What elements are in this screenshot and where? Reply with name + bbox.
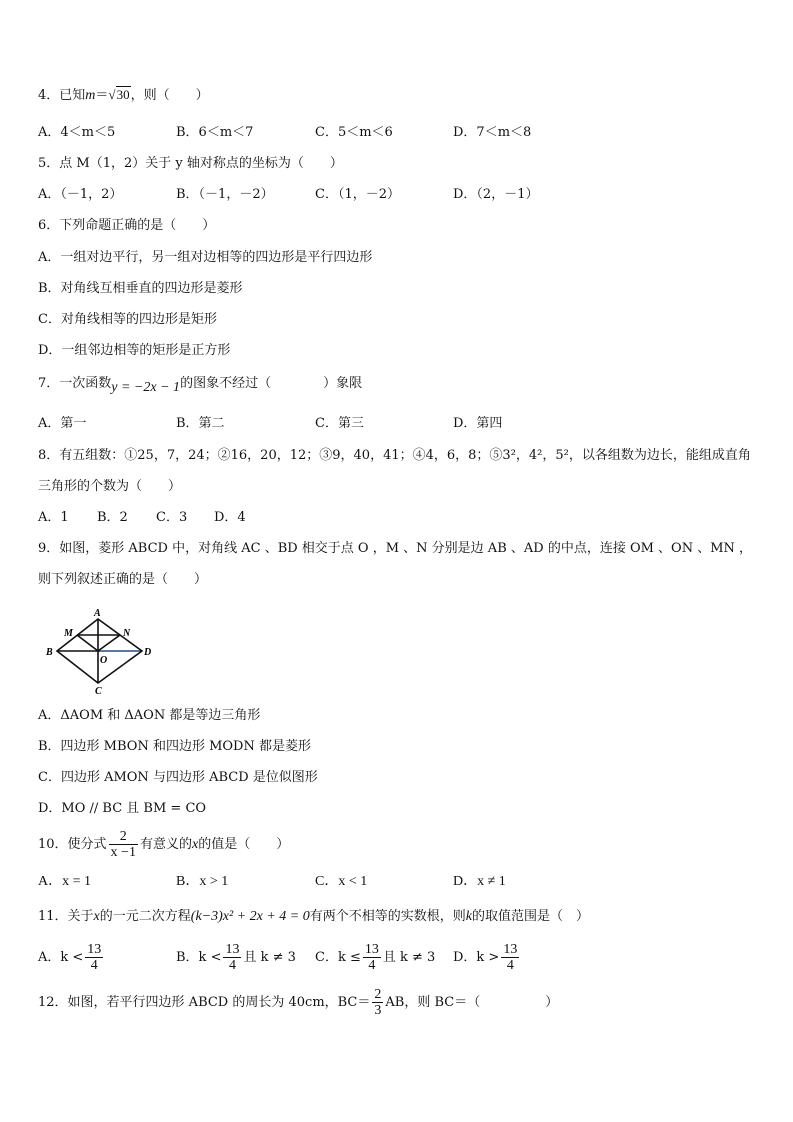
q4-option-c: C．5＜m＜6 (315, 125, 393, 140)
q12-stem-text: 12．如图，若平行四边形 ABCD 的周长为 40cm，BC＝ (38, 995, 371, 1010)
denominator: 4 (506, 958, 514, 973)
q10-stem (38, 828, 289, 862)
q5-option-a: A．（－1，2） (38, 187, 123, 202)
q7-formula: y = −2x − 1 (111, 380, 181, 395)
q6-stem: 6．下列命题正确的是（ ） (38, 218, 216, 233)
q4-equals: ＝ (95, 88, 109, 103)
q7-stem-end: 的图象不经过（ ）象限 (180, 376, 363, 391)
q11-option-d (453, 938, 521, 978)
q7-option-c: C．第三 (315, 416, 364, 431)
q6-option-b: B．对角线互相垂直的四边形是菱形 (38, 281, 243, 296)
q11-d-fraction (501, 942, 519, 973)
numerator: 13 (364, 942, 379, 957)
label-b: B (46, 647, 53, 658)
q4-var-m: m (85, 88, 96, 103)
q10-denominator: x −1 (110, 845, 136, 860)
q9-stem-line2: 则下列叙述正确的是（ ） (38, 572, 208, 587)
q11-c-text: C．k ≤ (315, 950, 361, 965)
q7-option-d: D．第四 (453, 416, 503, 431)
numerator: 13 (225, 942, 240, 957)
label-n: N (123, 628, 131, 639)
segment-om (77, 635, 98, 651)
q4-option-d: D．7＜m＜8 (453, 125, 532, 140)
q11-stem-mid2: 有两个不相等的实数根，则 (309, 909, 466, 924)
numerator: 13 (503, 942, 518, 957)
q12-fraction (372, 987, 383, 1018)
q8-stem-line2: 三角形的个数为（ ） (38, 479, 182, 494)
q8-option-c: C．3 (156, 510, 188, 525)
q9-option-d: D．MO // BC 且 BM = CO (38, 801, 207, 816)
numerator: 13 (87, 942, 102, 957)
q5-option-d: D．（2，－1） (453, 187, 539, 202)
q10-stem-text: 10．使分式 (38, 837, 107, 852)
q12-stem-end: AB，则 BC＝（ ） (385, 995, 559, 1010)
q10-fraction (109, 829, 138, 860)
q10-option-a: A．x = 1 (38, 874, 92, 889)
q10-stem-mid: 有意义的 (139, 837, 192, 852)
q10-option-c: C．x < 1 (315, 874, 368, 889)
q11-stem (38, 908, 589, 926)
label-d: D (144, 647, 152, 658)
q8-option-d: D．4 (214, 510, 246, 525)
label-o: O (100, 655, 108, 666)
denominator: 4 (368, 958, 376, 973)
q4-stem-end: ，则（ ） (130, 88, 209, 103)
q10-stem-end: 的值是（ ） (198, 837, 290, 852)
q4-radicand: 30 (116, 87, 130, 102)
label-a: A (94, 608, 101, 619)
q11-b-fraction (223, 942, 241, 973)
q9-stem-line1: 9．如图，菱形 ABCD 中，对角线 AC 、BD 相交于点 O ，M 、N 分别是边 AB 、AD 的中点，连接 OM 、ON 、MN ， (38, 541, 753, 556)
q11-equation: (k−3)x² + 2x + 4 = 0 (190, 909, 310, 924)
q4-sqrt (108, 86, 130, 102)
q6-option-d: D．一组邻边相等的矩形是正方形 (38, 343, 231, 358)
q10-option-b: B．x > 1 (176, 874, 229, 889)
label-c: C (95, 686, 102, 696)
q12-numerator: 2 (374, 987, 382, 1002)
sqrt-sign: √ (108, 87, 116, 102)
q5-option-b: B．（－1，－2） (176, 187, 274, 202)
q12-stem (38, 985, 558, 1021)
q12-denominator: 3 (374, 1003, 382, 1018)
q11-a-fraction (85, 942, 103, 973)
q10-numerator: 2 (109, 829, 138, 845)
q11-b-condition: 且 k ≠ 3 (243, 950, 296, 965)
q4-option-b: B．6＜m＜7 (176, 125, 254, 140)
q11-stem-text: 11．关于 (38, 909, 94, 924)
q8-option-b: B．2 (97, 510, 128, 525)
q10-option-d: D．x ≠ 1 (453, 874, 506, 889)
q9-option-c: C．四边形 AMON 与四边形 ABCD 是位似图形 (38, 770, 318, 785)
q6-option-a: A．一组对边平行，另一组对边相等的四边形是平行四边形 (38, 250, 373, 265)
q7-stem (38, 375, 362, 393)
q7-stem-text: 7．一次函数 (38, 376, 112, 391)
q11-c-condition: 且 k ≠ 3 (382, 950, 436, 965)
q5-option-c: C．（1，－2） (315, 187, 400, 202)
q8-stem-line1: 8．有五组数：①25，7，24；②16，20，12；③9，40，41；④4，6，8；⑤3²，4²，5²，以各组数为边长，能组成直角 (38, 448, 751, 463)
q11-option-b (176, 938, 296, 978)
q11-c-fraction (363, 942, 381, 973)
q11-option-c (315, 938, 435, 978)
q9-option-a: A．ΔAOM 和 ΔAON 都是等边三角形 (38, 708, 261, 723)
q11-a-text: A．k < (38, 950, 84, 965)
label-m: M (64, 628, 73, 639)
rhombus-figure (40, 606, 160, 696)
denominator: 4 (90, 958, 98, 973)
q4-option-a: A．4＜m＜5 (38, 125, 116, 140)
denominator: 4 (228, 958, 236, 973)
q11-option-a (38, 938, 105, 978)
q4-stem (38, 86, 209, 105)
q10-var-x: x (191, 837, 199, 852)
q9-option-b: B．四边形 MBON 和四边形 MODN 都是菱形 (38, 739, 311, 754)
q8-option-a: A．1 (38, 510, 69, 525)
q7-option-a: A．第一 (38, 416, 87, 431)
q11-stem-end: 的取值范围是（ ） (471, 909, 589, 924)
q4-stem-text: 4．已知 (38, 88, 86, 103)
q6-option-c: C．对角线相等的四边形是矩形 (38, 312, 217, 327)
segment-on (98, 635, 120, 651)
q11-stem-mid: 的一元二次方程 (99, 909, 191, 924)
q11-b-text: B．k < (176, 950, 222, 965)
q11-var-k: k (465, 909, 472, 924)
q7-option-b: B．第二 (176, 416, 225, 431)
q11-d-text: D．k > (453, 950, 500, 965)
q11-var-x: x (93, 909, 100, 924)
q5-stem: 5．点 M（1，2）关于 y 轴对称点的坐标为（ ） (38, 156, 343, 171)
